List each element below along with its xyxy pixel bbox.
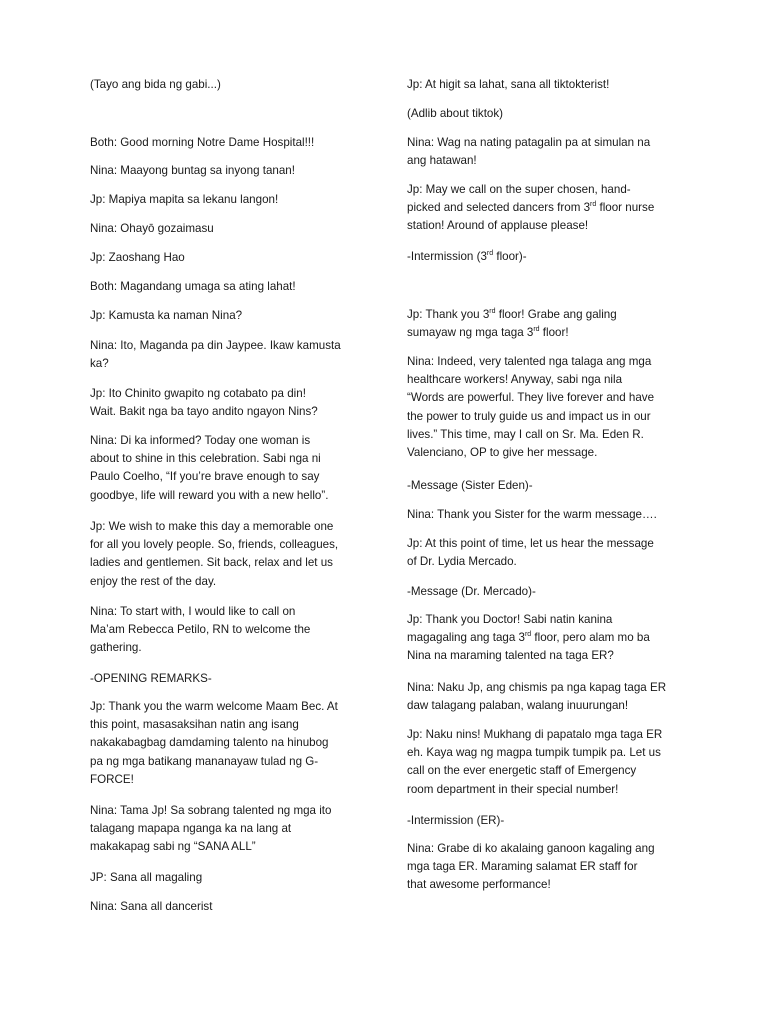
text-line: Nina na maraming talented na taga ER? (407, 649, 614, 663)
text-line: Both: Good morning Notre Dame Hospital!!! (90, 136, 315, 149)
text-line: eh. Kaya wag ng magpa tumpik tumpik pa. Let us (407, 746, 661, 760)
text-line: ang hatawan! (407, 154, 477, 168)
paragraph (90, 220, 370, 238)
text-line: ladies and gentlemen. Sit back, relax and let us (90, 556, 333, 570)
text-line: “Words are powerful. They live forever and have (407, 391, 655, 405)
text-line: nakakabagbag damdaming talento na hinubog (90, 736, 329, 750)
text-line: Valenciano, OP to give her message. (407, 446, 598, 460)
text-line: -Intermission (ER)- (407, 814, 505, 827)
paragraph (90, 603, 370, 658)
text-line: -Message (Dr. Mercado)- (407, 585, 536, 598)
text-line: Jp: May we call on the super chosen, hand- (407, 183, 631, 196)
paragraph (407, 134, 692, 170)
text-line: mga taga ER. Maraming salamat ER staff for (407, 860, 638, 874)
text-line: Jp: Mapiya mapita sa lekanu langon! (90, 193, 279, 206)
text-line: the power to truly guide us and impact us in our (407, 409, 651, 423)
text-line: magagaling ang taga 3rd floor, pero alam mo ba (407, 631, 650, 645)
paragraph (407, 353, 692, 462)
paragraph (90, 134, 370, 152)
paragraph (407, 583, 692, 601)
text-line: station! Around of applause please! (407, 219, 589, 233)
text-line: lives.” This time, may I call on Sr. Ma. Eden R. (407, 427, 644, 441)
text-line: Nina: Tama Jp! Sa sobrang talented ng mga ito (90, 804, 332, 817)
paragraph (90, 432, 370, 505)
text-line: enjoy the rest of the day. (90, 574, 217, 588)
text-line: makakapag sabi ng “SANA ALL” (90, 840, 256, 854)
text-line: FORCE! (90, 772, 134, 786)
paragraph (407, 506, 692, 524)
text-line: of Dr. Lydia Mercado. (407, 555, 517, 569)
text-line: sumayaw ng mga taga 3rd floor! (407, 326, 569, 340)
paragraph (90, 162, 370, 180)
text-line: this point, masasaksihan natin ang isang (90, 718, 299, 732)
paragraph (90, 337, 370, 373)
text-line: Jp: Thank you the warm welcome Maam Bec. At (90, 700, 338, 713)
text-line: Jp: Naku nins! Mukhang di papatalo mga taga ER (407, 728, 663, 741)
text-line: pa ng mga batikang mananayaw tulad ng G- (90, 754, 319, 768)
text-line: -OPENING REMARKS- (90, 672, 212, 685)
text-line: Nina: Maayong buntag sa inyong tanan! (90, 164, 295, 177)
text-line: Jp: We wish to make this day a memorable one (90, 520, 334, 533)
paragraph (90, 518, 370, 591)
text-line: Nina: Ito, Maganda pa din Jaypee. Ikaw kamusta (90, 339, 341, 352)
paragraph (407, 306, 692, 342)
text-line: (Tayo ang bida ng gabi...) (90, 78, 221, 91)
text-line: Nina: Ohayō gozaimasu (90, 222, 214, 235)
text-line: for all you lovely people. So, friends, colleagues, (90, 538, 339, 552)
paragraph (407, 76, 692, 94)
text-line: Jp: Ito Chinito gwapito ng cotabato pa din! (90, 387, 306, 400)
paragraph (407, 679, 692, 715)
paragraph (90, 278, 370, 296)
text-line: Wait. Bakit nga ba tayo andito ngayon Nins? (90, 405, 318, 419)
text-line: Jp: Zaoshang Hao (90, 251, 185, 264)
text-line: call on the ever energetic staff of Emergency (407, 764, 637, 778)
text-line: goodbye, life will reward you with a new hello”. (90, 488, 329, 502)
paragraph (90, 898, 370, 916)
paragraph (407, 840, 692, 895)
text-line: Paulo Coelho, “If you’re brave enough to say (90, 470, 320, 484)
text-line: Nina: Naku Jp, ang chismis pa nga kapag taga ER (407, 681, 667, 694)
text-line: Nina: Di ka informed? Today one woman is (90, 434, 311, 447)
text-line: Ma’am Rebecca Petilo, RN to welcome the (90, 623, 311, 637)
text-line: about to shine in this celebration. Sabi nga ni (90, 452, 321, 466)
paragraph (90, 307, 370, 325)
text-line: Nina: Sana all dancerist (90, 900, 213, 913)
paragraph (90, 249, 370, 267)
paragraph (90, 385, 370, 421)
text-line: picked and selected dancers from 3rd floor nurse (407, 201, 655, 215)
text-line: Nina: Wag na nating patagalin pa at simulan na (407, 136, 651, 149)
text-line: daw talagang palaban, walang inuurungan! (407, 699, 629, 713)
text-line: that awesome performance! (407, 878, 551, 892)
paragraph (407, 535, 692, 571)
paragraph (407, 105, 692, 123)
text-line: Nina: Indeed, very talented nga talaga ang mga (407, 355, 652, 368)
text-line: healthcare workers! Anyway, sabi nga nila (407, 373, 623, 387)
text-line: Jp: At this point of time, let us hear the message (407, 537, 654, 550)
text-line: Jp: Thank you 3rd floor! Grabe ang galing (407, 308, 617, 321)
text-line: (Adlib about tiktok) (407, 107, 504, 120)
text-line: Jp: Kamusta ka naman Nina? (90, 309, 243, 322)
text-line: -Intermission (3rd floor)- (407, 250, 527, 263)
text-line: Both: Magandang umaga sa ating lahat! (90, 280, 296, 293)
text-line: ka? (90, 357, 109, 371)
paragraph (407, 477, 692, 495)
paragraph (407, 812, 692, 830)
paragraph (90, 191, 370, 209)
text-line: Jp: Thank you Doctor! Sabi natin kanina (407, 613, 613, 626)
text-line: gathering. (90, 641, 142, 655)
paragraph (90, 76, 370, 94)
text-line: room department in their special number! (407, 782, 619, 796)
paragraph (90, 802, 370, 857)
paragraph (90, 869, 370, 887)
text-line: JP: Sana all magaling (90, 871, 203, 884)
text-line: -Message (Sister Eden)- (407, 479, 533, 492)
paragraph (90, 670, 370, 688)
text-line: Nina: Grabe di ko akalaing ganoon kagaling ang (407, 842, 655, 855)
paragraph (407, 181, 692, 236)
paragraph (90, 698, 370, 789)
paragraph (407, 248, 692, 266)
paragraph (407, 611, 692, 666)
text-line: Jp: At higit sa lahat, sana all tiktokterist! (407, 78, 610, 91)
text-line: talagang mapapa nganga ka na lang at (90, 822, 292, 836)
text-line: Nina: To start with, I would like to call on (90, 605, 296, 618)
paragraph (407, 726, 692, 799)
text-line: Nina: Thank you Sister for the warm message…. (407, 508, 657, 521)
